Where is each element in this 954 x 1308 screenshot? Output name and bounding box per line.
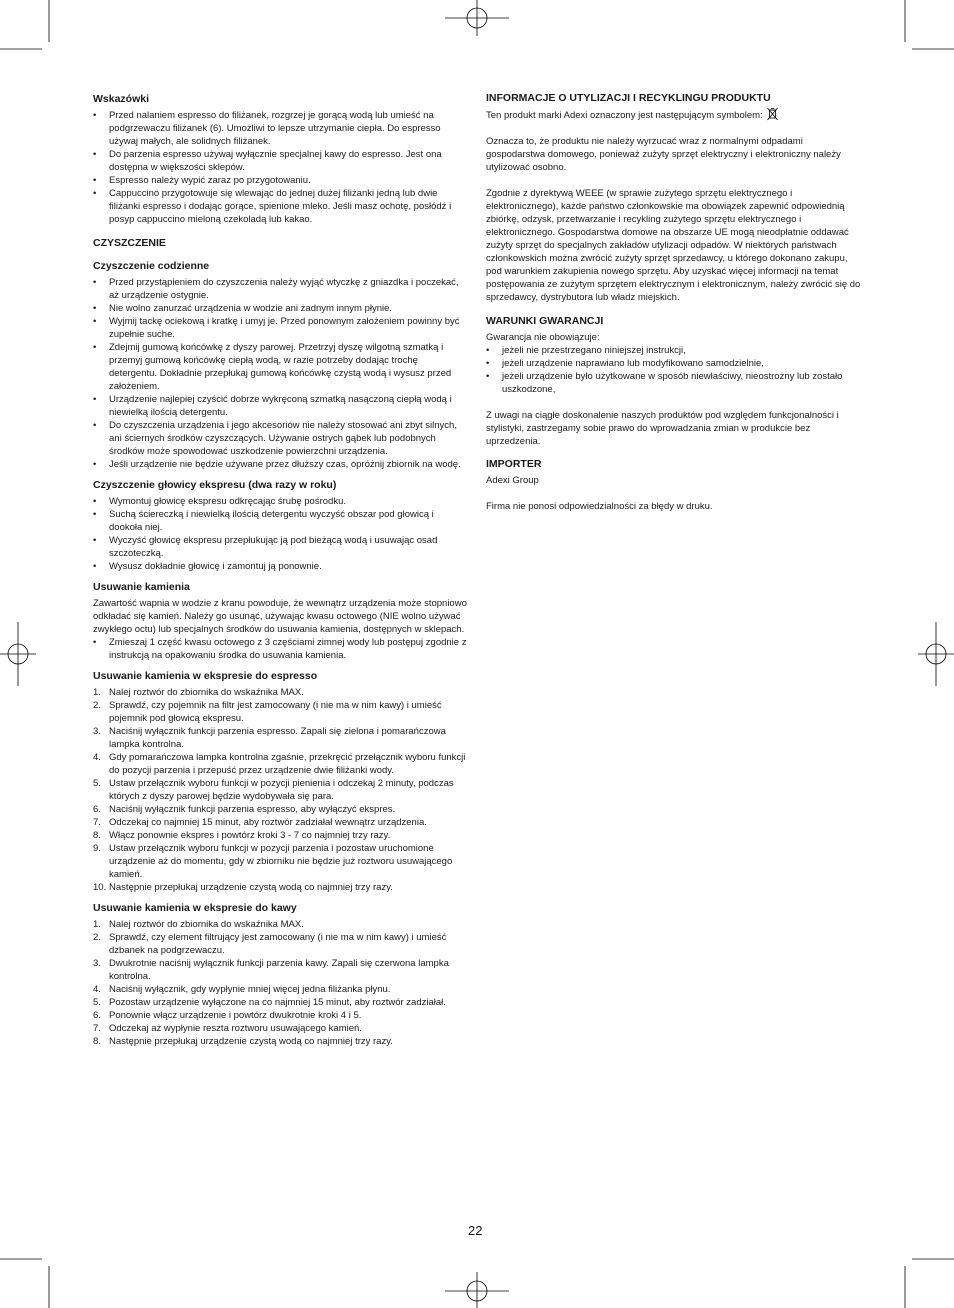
list-item: • Do parzenia espresso używaj wyłącznie specjalnej kawy do espresso. Jest ona dostępna w większości sklepów. [93,148,468,174]
daily-cleaning-section [93,260,468,471]
list-item: • Do czyszczenia urządzenia i jego akcesoriów nie należy stosować ani zbyt silnych, ani ściernych środków czyszczących. Używanie ostrych gąbek lub podobnych środków może spowodować uszkodzenie powierzchni urządzenia. [93,419,468,458]
list-item: 5. Pozostaw urządzenie wyłączone na co najmniej 15 minut, aby roztwór zadziałał. [93,997,446,1008]
descaling-list [93,636,468,662]
importer-name: Adexi Group [486,475,539,486]
descaling-section [93,581,468,662]
warranty-note: Z uwagi na ciągłe doskonalenie naszych produktów pod względem funkcjonalności i stylistyki, zastrzegamy sobie prawo do wprowadzania zmian w produkcie bez uprzedzenia. [486,410,839,447]
list-item: • Wyczyść głowicę ekspresu przepłukując ją pod bieżącą wodą i usuwając osad szczoteczką. [93,534,468,560]
list-item: 4. Gdy pomarańczowa lampka kontrolna zgaśnie, przekręcić przełącznik wyboru funkcji do pozycji parzenia i przepuść przez urządzenie dwie filiżanki wody. [93,752,466,776]
tips-heading: Wskazówki [93,93,150,105]
list-item: 4. Naciśnij wyłącznik, gdy wypłynie mniej więcej jedna filiżanka płynu. [93,984,391,995]
list-item: 7. Odczekaj aż wypłynie reszta roztworu usuwającego kamień. [93,1023,362,1034]
list-item: 3. Dwukrotnie naciśnij wyłącznik funkcji parzenia kawy. Zapali się czerwona lampka kontrolna. [93,958,449,982]
list-item: • Nie wolno zanurzać urządzenia w wodzie ani żadnym innym płynie. [93,302,468,315]
list-item: 9. Ustaw przełącznik wyboru funkcji w pozycji parzenia i pozostaw uruchomione urządzenie aż do momentu, gdy w zbiorniku nie będzie już roztworu usuwającego kamień. [93,843,453,880]
disposal-para-1: Oznacza to, że produktu nie należy wyrzucać wraz z normalnymi odpadami gospodarstwa domowego, ponieważ zużyty sprzęt elektryczny i elektroniczny należy utylizować osobno. [486,136,841,173]
list-item: 7. Odczekaj co najmniej 15 minut, aby roztwór zadziałał wewnątrz urządzenia. [93,817,427,828]
daily-cleaning-list [93,276,468,471]
importer-heading: IMPORTER [486,458,542,470]
list-item: • jeżeli nie przestrzegano niniejszej instrukcji, [486,344,862,357]
warranty-heading: WARUNKI GWARANCJI [486,315,604,327]
list-item: • jeżeli urządzenie było użytkowane w sposób niewłaściwy, nieostrożny lub zostało uszkodzone, [486,370,862,396]
cleaning-heading: CZYSZCZENIE [93,237,166,249]
list-item: • Suchą ściereczką i niewielką ilością detergentu wyczyść obszar pod głowicą i dookoła niej. [93,508,468,534]
list-item: • Wymontuj głowicę ekspresu odkręcając śrubę pośrodku. [93,495,468,508]
list-item: • Zmieszaj 1 część kwasu octowego z 3 częściami zimnej wody lub postępuj zgodnie z instrukcją na opakowaniu środka do usuwania kamienia. [93,636,468,662]
descale-espresso-heading: Usuwanie kamienia w ekspresie do espresso [93,670,318,682]
list-item: • Wysusz dokładnie głowicę i zamontuj ją ponownie. [93,560,468,573]
list-item: • jeżeli urządzenie naprawiano lub modyfikowano samodzielnie, [486,357,862,370]
list-item: 3. Naciśnij wyłącznik funkcji parzenia espresso. Zapali się zielona i pomarańczowa lampka kontrolna. [93,726,446,750]
disposal-para-2: Zgodnie z dyrektywą WEEE (w sprawie zużytego sprzętu elektrycznego i elektronicznego), każde państwo członkowskie ma obowiązek zapewnić odpowiednią zbiórkę, odzysk, przetwarzanie i recykling zużytego sprzętu elektrycznego i elektronicznego. Gospodarstwa domowe na obszarze UE mogą nieodpłatnie oddawać zużyty sprzęt do specjalnych zakładów utylizacji odpadów. W niektórych państwach członkowskich można zwrócić zużyty sprzęt sprzedawcy, u którego dokonano zakupu, pod warunkiem zakupienia nowego sprzętu. Aby uzyskać więcej informacji na temat postępowania ze zużytym sprzętem elektrycznym i elektronicznym, należy zwrócić się do sprzedawcy, dystrybutora lub władz miejskich. [486,188,861,303]
list-item: • Przed nalaniem espresso do filiżanek, rozgrzej je gorącą wodą lub umieść na podgrzewaczu filiżanek (6). Umożliwi to lepsze utrzymanie ciepła. Do espresso używaj małych, ale solidnych filiżanek. [93,109,468,148]
left-column [93,93,468,1056]
list-item: 2. Sprawdź, czy element filtrujący jest zamocowany (i nie ma w nim kawy) i umieść dzbanek na podgrzewaczu. [93,932,447,956]
list-item: 2. Sprawdź, czy pojemnik na filtr jest zamocowany (i nie ma w nim kawy) i umieść pojemnik pod głowicą ekspresu. [93,700,442,724]
importer-disclaimer: Firma nie ponosi odpowiedzialności za błędy w druku. [486,501,713,512]
warranty-list [486,344,862,396]
head-cleaning-section [93,479,468,573]
head-cleaning-list [93,495,468,573]
list-item: 6. Naciśnij wyłącznik funkcji parzenia espresso, aby wyłączyć ekspres. [93,804,396,815]
descaling-text: Zawartość wapnia w wodzie z kranu powoduje, że wewnątrz urządzenia może stopniowo odkładać się kamień. Należy go usunąć, używając kwasu octowego (NIE wolno używać zwykłego octu) lub specjalnych środków do usuwania kamienia, dostępnych w sklepach. [93,598,467,635]
list-item: 8. Następnie przepłukaj urządzenie czystą wodą co najmniej trzy razy. [93,1036,393,1047]
disposal-section [486,92,862,304]
list-item: 6. Ponownie włącz urządzenie i powtórz dwukrotnie kroki 4 i 5. [93,1010,362,1021]
list-item: 8. Włącz ponownie ekspres i powtórz kroki 3 - 7 co najmniej trzy razy. [93,830,391,841]
descale-coffee-heading: Usuwanie kamienia w ekspresie do kawy [93,902,297,914]
warranty-section [486,315,862,448]
page-number: 22 [468,1223,483,1238]
right-column [486,92,862,521]
warranty-intro: Gwarancja nie obowiązuje: [486,332,600,343]
list-item: • Przed przystąpieniem do czyszczenia należy wyjąć wtyczkę z gniazdka i poczekać, aż urządzenie ostygnie. [93,276,468,302]
descale-coffee-section [93,902,468,1048]
crossed-bin-icon [767,107,778,121]
head-cleaning-heading: Czyszczenie głowicy ekspresu (dwa razy w roku) [93,479,337,491]
descale-espresso-section [93,670,468,894]
list-item: 5. Ustaw przełącznik wyboru funkcji w pozycji pienienia i odczekaj 2 minuty, podczas których z dyszy parowej będzie wydobywała się para. [93,778,454,802]
descale-espresso-list [93,686,468,894]
list-item: 10. Następnie przepłukaj urządzenie czystą wodą co najmniej trzy razy. [93,882,393,893]
daily-cleaning-heading: Czyszczenie codzienne [93,260,210,272]
list-item: • Zdejmij gumową końcówkę z dyszy parowej. Przetrzyj dyszę wilgotną szmatką i przemyj gumową końcówkę ciepłą wodą, w razie potrzeby dodając trochę detergentu. Dokładnie przepłukaj gumową końcówkę czystą wodą i wysusz przed założeniem. [93,341,468,393]
list-item: 1. Nalej roztwór do zbiornika do wskaźnika MAX. [93,919,304,930]
descale-coffee-list [93,918,468,1048]
tips-list [93,109,468,226]
tips-section [93,93,468,226]
list-item: • Cappuccino przygotowuje się wlewając do jednej dużej filiżanki jedną lub dwie filiżanki espresso i dodając gorące, spienione mleko. Jeśli masz ochotę, posłódź i posyp cappuccino mieloną czekoladą lub kakao. [93,187,468,226]
importer-section [486,458,862,513]
list-item: • Wyjmij tackę ociekową i kratkę i umyj je. Przed ponownym założeniem powinny być zupełnie suche. [93,315,468,341]
list-item: 1. Nalej roztwór do zbiornika do wskaźnika MAX. [93,687,304,698]
descaling-heading: Usuwanie kamienia [93,581,190,593]
list-item: • Espresso należy wypić zaraz po przygotowaniu. [93,174,468,187]
list-item: • Urządzenie najlepiej czyścić dobrze wykręconą szmatką nasączoną ciepłą wodą i niewielką ilością detergentu. [93,393,468,419]
disposal-line: Ten produkt marki Adexi oznaczony jest następującym symbolem: [486,107,862,122]
disposal-heading: INFORMACJE O UTYLIZACJI I RECYKLINGU PRODUKTU [486,92,771,104]
list-item: • Jeśli urządzenie nie będzie używane przez dłuższy czas, opróżnij zbiornik na wodę. [93,458,468,471]
